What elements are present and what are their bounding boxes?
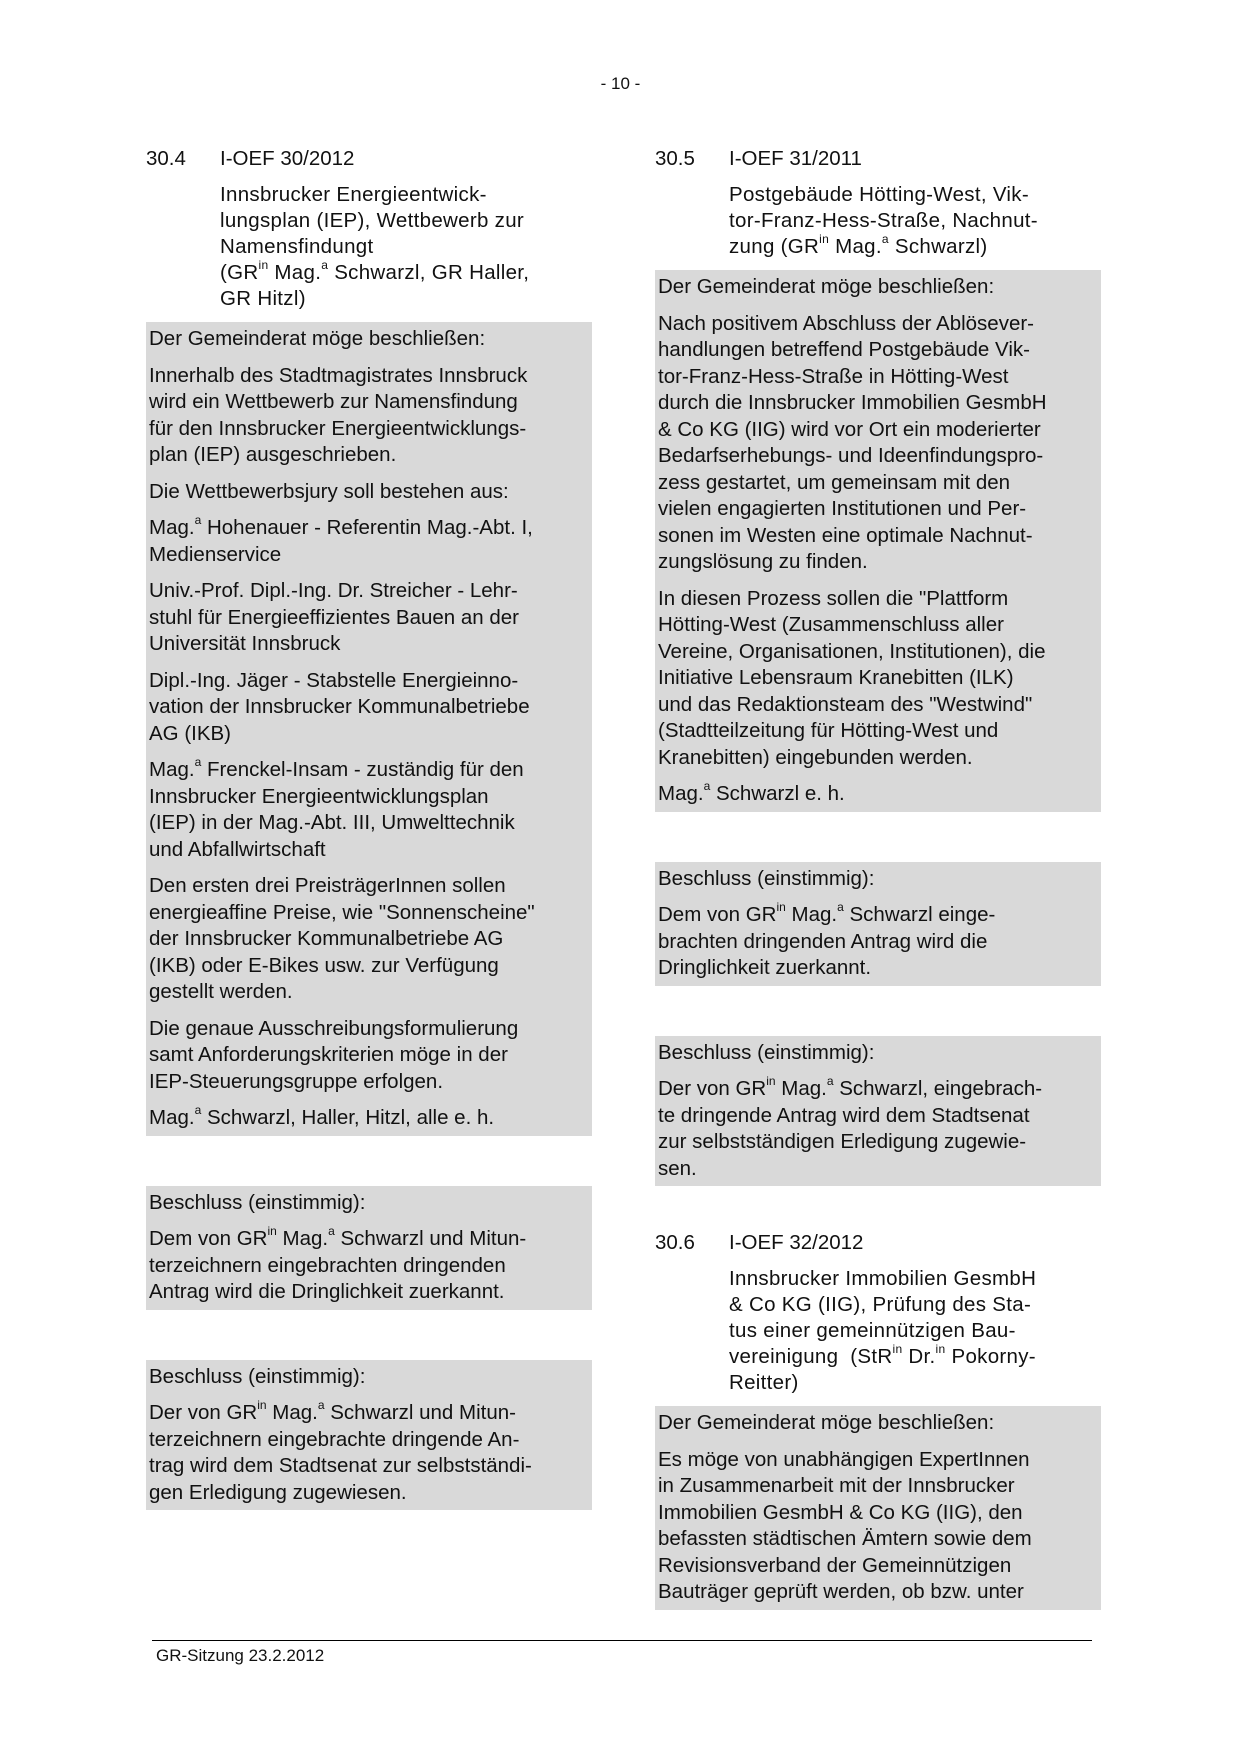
item-heading-30-5 [655, 146, 1101, 172]
title-line: vereinigung (StR$^{in}$ Dr.$^{in}$ Pokorny- [729, 1342, 1036, 1368]
decision-label: Beschluss (einstimmig): [658, 1040, 875, 1064]
decision-text: Der von $GR^{in}$ Mag.$^a$ Schwarzl und Mitun- terzeichnern eingebrachte dringende An- trag wird dem Stadtsenat zur selbstständi- gen Erledigung zugewiesen. [149, 1398, 532, 1504]
item-number: 30.5 [655, 147, 695, 170]
motion-paragraph: Die genaue Ausschreibungsformulierung samt Anforderungskriterien möge in der IEP-Steuerungsgruppe erfolgen. [149, 1016, 519, 1093]
jury-member: Dipl.-Ing. Jäger - Stabstelle Energieinno- vation der Innsbrucker Kommunalbetriebe AG (IKB) [149, 668, 530, 745]
signature-line: Mag.$^a$ Schwarzl e. h. [658, 779, 845, 805]
item-title [729, 1266, 1101, 1396]
title-line: Reitter) [729, 1371, 799, 1394]
motion-paragraph: Die Wettbewerbsjury soll bestehen aus: [149, 479, 509, 503]
item-number: 30.6 [655, 1231, 695, 1254]
decision-text: Dem von $GR^{in}$ Mag.$^a$ Schwarzl und Mitun- terzeichnern eingebrachten dringenden Antrag wird die Dringlichkeit zuerkannt. [149, 1224, 527, 1303]
title-line: Postgebäude Hötting-West, Vik- [729, 183, 1029, 206]
right-column [655, 146, 1101, 1610]
item-heading-30-6 [655, 1230, 1101, 1256]
page-number: - 10 - [600, 74, 641, 93]
jury-member: Univ.-Prof. Dipl.-Ing. Dr. Streicher - Lehr- stuhl für Energieeffizientes Bauen an der Universität Innsbruck [149, 579, 520, 655]
item-code: I-OEF 31/2011 [729, 147, 862, 170]
item-title [220, 182, 592, 312]
motion-block [655, 1406, 1101, 1610]
decision-label: Beschluss (einstimmig): [149, 1364, 366, 1388]
decision-block [655, 1036, 1101, 1187]
motion-block [655, 270, 1101, 812]
motion-paragraph: In diesen Prozess sollen die "Plattform Hötting-West (Zusammenschluss aller Vereine, Organisationen, Institutionen), die Initiative Lebensraum Kranebitten (ILK) und das Redaktionsteam des "Westwind" (Stadtteilzeitung für Hötting-West und Kranebitten) eingebunden werden. [658, 586, 1046, 769]
footer-divider [152, 1640, 1092, 1641]
title-line: lungsplan (IEP), Wettbewerb zur [220, 209, 525, 232]
decision-label: Beschluss (einstimmig): [149, 1190, 366, 1214]
footer-text: GR-Sitzung 23.2.2012 [156, 1646, 325, 1665]
motion-paragraph: Nach positivem Abschluss der Ablösever- handlungen betreffend Postgebäude Vik- tor-Franz-Hess-Straße in Hötting-West durch die Innsbrucker Immobilien GesmbH & Co KG (IIG) wird vor Ort ein moderierter Bedarfserhebungs- und Ideenfindungspro- zess gestartet, um gemeinsam mit den vielen engagierten Institutionen und Per- sonen im Westen eine optimale Nachnut- zungslösung zu finden. [658, 311, 1047, 573]
jury-member: Mag.$^a$ Hohenauer - Referentin Mag.-Abt. I, Medienservice [149, 513, 533, 566]
decision-text: Der von $GR^{in}$ Mag.$^a$ Schwarzl, eingebrach- te dringende Antrag wird dem Stadtsenat zur selbstständigen Erledigung zugewie- sen. [658, 1074, 1043, 1180]
title-line: Innsbrucker Energieentwick- [220, 183, 487, 206]
title-line: zung ($GR^{in}$ Mag.$^a$ Schwarzl) [729, 232, 988, 258]
title-line: tus einer gemeinnützigen Bau- [729, 1319, 1016, 1342]
title-line: tor-Franz-Hess-Straße, Nachnut- [729, 209, 1038, 232]
motion-paragraph: Den ersten drei PreisträgerInnen sollen energieaffine Preise, wie "Sonnenscheine" der Innsbrucker Kommunalbetriebe AG (IKB) oder E-Bikes usw. zur Verfügung gestellt werden. [149, 874, 535, 1003]
item-number: 30.4 [146, 147, 186, 170]
motion-paragraph: Innerhalb des Stadtmagistrates Innsbruck wird ein Wettbewerb zur Namensfindung für den Innsbrucker Energieentwicklungs- plan (IEP) ausgeschrieben. [149, 363, 528, 466]
decision-block [655, 862, 1101, 986]
decision-text: Dem von $GR^{in}$ Mag.$^a$ Schwarzl einge- brachten dringenden Antrag wird die Dringlichkeit zuerkannt. [658, 900, 996, 979]
item-code: I-OEF 32/2012 [729, 1231, 864, 1254]
motion-paragraph: Es möge von unabhängigen ExpertInnen in Zusammenarbeit mit der Innsbrucker Immobilien GesmbH & Co KG (IIG), den befassten städtischen Ämtern sowie dem Revisionsverband der Gemeinnützigen Bauträger geprüft werden, ob bzw. unter [658, 1447, 1032, 1603]
item-heading-30-4 [146, 146, 592, 172]
left-column [146, 146, 592, 1510]
item-title [729, 182, 1101, 260]
decision-block [146, 1360, 592, 1511]
motion-label: Der Gemeinderat möge beschließen: [658, 275, 995, 298]
title-line: Innsbrucker Immobilien GesmbH [729, 1267, 1037, 1290]
title-line: Namensfindungt [220, 235, 374, 258]
motion-label: Der Gemeinderat möge beschließen: [658, 1411, 995, 1434]
decision-block [146, 1186, 592, 1310]
jury-member: Mag.$^a$ Frenckel-Insam - zuständig für den Innsbrucker Energieentwicklungsplan (IEP) in der Mag.-Abt. III, Umwelttechnik und Abfallwirtschaft [149, 755, 524, 861]
item-code: I-OEF 30/2012 [220, 147, 355, 170]
decision-label: Beschluss (einstimmig): [658, 866, 875, 890]
motion-label: Der Gemeinderat möge beschließen: [149, 327, 486, 350]
motion-block [146, 322, 592, 1136]
title-line: GR Hitzl) [220, 287, 306, 310]
title-line: & Co KG (IIG), Prüfung des Sta- [729, 1293, 1032, 1316]
signature-line: Mag.$^a$ Schwarzl, Haller, Hitzl, alle e. h. [149, 1103, 495, 1129]
title-line: ($GR^{in}$ Mag.$^a$ Schwarzl, GR Haller, [220, 258, 530, 284]
